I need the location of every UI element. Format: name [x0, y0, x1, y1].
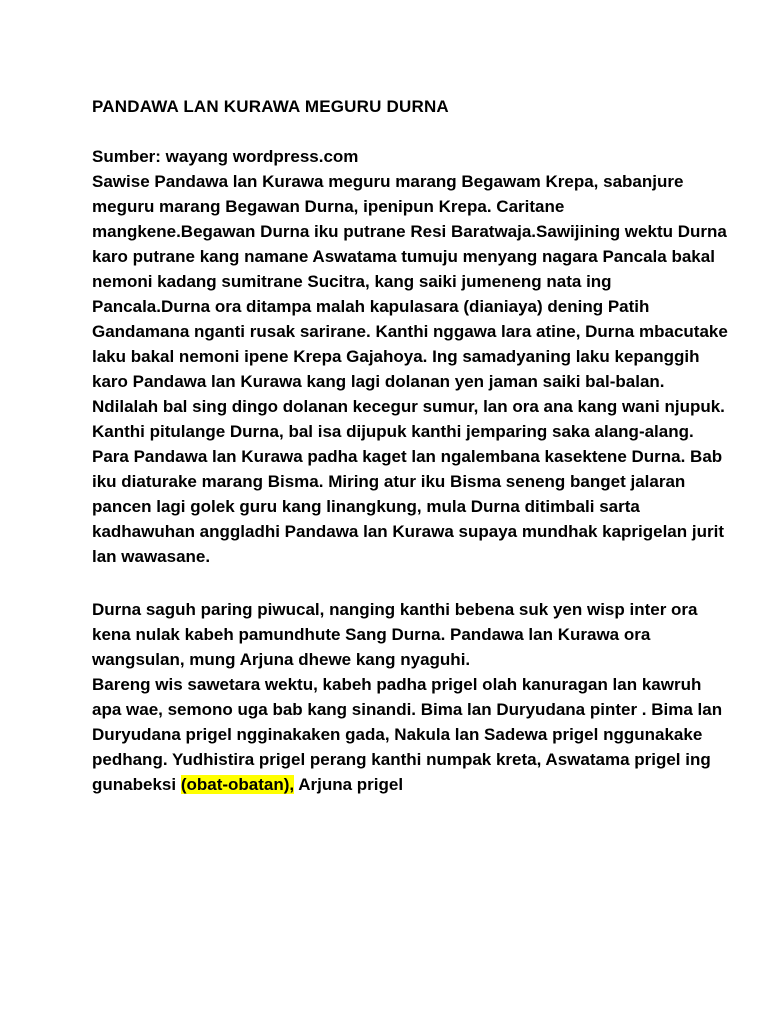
- document-title: PANDAWA LAN KURAWA MEGURU DURNA: [92, 97, 449, 116]
- spacer: [92, 569, 732, 597]
- spacer: [92, 119, 732, 144]
- paragraph-3: [92, 672, 732, 797]
- paragraph-2: Durna saguh paring piwucal, nanging kanthi bebena suk yen wisp inter ora kena nulak kabeh pamundhute Sang Durna. Pandawa lan Kurawa ora wangsulan, mung Arjuna dhewe kang nyaguhi.: [92, 600, 698, 669]
- paragraph-3-text-end: Arjuna prigel: [294, 775, 404, 794]
- document-page: [92, 94, 732, 797]
- source-line: Sumber: wayang wordpress.com: [92, 147, 359, 166]
- paragraph-1: Sawise Pandawa lan Kurawa meguru marang Begawam Krepa, sabanjure meguru marang Begawan Durna, ipenipun Krepa. Caritane mangkene.Begawan Durna iku putrane Resi Baratwaja.Sawijining wektu Durna karo putrane kang namane Aswatama tumuju menyang nagara Pancala bakal nemoni kadang sumitrane Sucitra, kang saiki jumeneng nata ing Pancala.Durna ora ditampa malah kapulasara (dianiaya) dening Patih Gandamana nganti rusak sarirane. Kanthi nggawa lara atine, Durna mbacutake laku bakal nemoni ipene Krepa Gajahoya. Ing samadyaning laku kepanggih karo Pandawa lan Kurawa kang lagi dolanan yen jaman saiki bal-balan. Ndilalah bal sing dingo dolanan kecegur sumur, lan ora ana kang wani njupuk. Kanthi pitulange Durna, bal isa dijupuk kanthi jemparing saka alang-alang. Para Pandawa lan Kurawa padha kaget lan ngalembana kasektene Durna. Bab iku diaturake marang Bisma. Miring atur iku Bisma seneng banget jalaran pancen lagi golek guru kang linangkung, mula Durna ditimbali sarta kadhawuhan anggladhi Pandawa lan Kurawa supaya mundhak kaprigelan jurit lan wawasane.: [92, 172, 728, 566]
- paragraph-3-text: Bareng wis sawetara wektu, kabeh padha prigel olah kanuragan lan kawruh apa wae, semono uga bab kang sinandi. Bima lan Duryudana pinter . Bima lan Duryudana prigel ngginakaken gada, Nakula lan Sadewa prigel nggunakake pedhang. Yudhistira prigel perang kanthi numpak kreta, Aswatama prigel ing gunabeksi: [92, 675, 723, 794]
- highlighted-text: (obat-obatan),: [180, 775, 295, 794]
